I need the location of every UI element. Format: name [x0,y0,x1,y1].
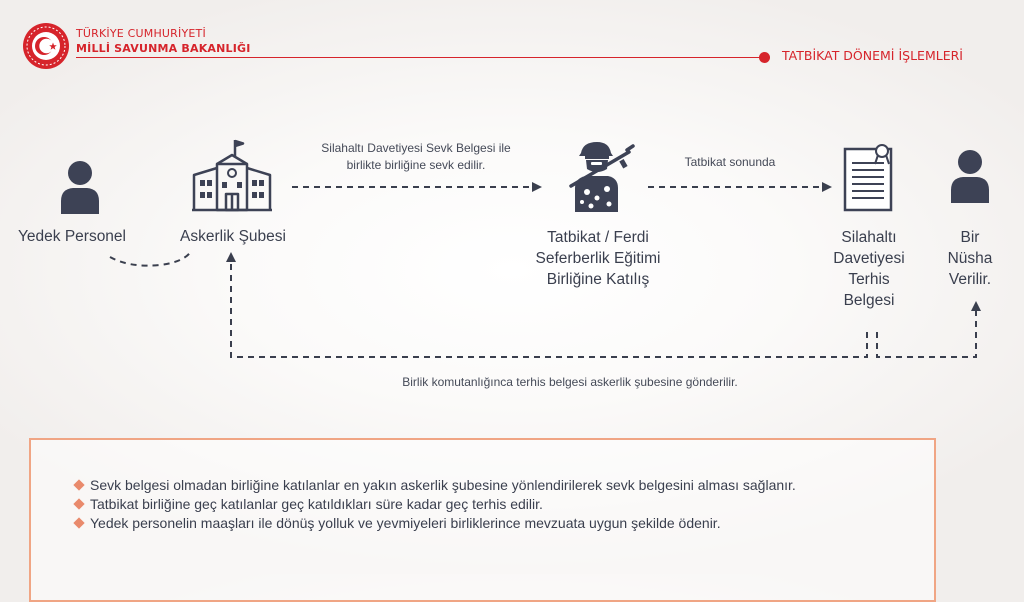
soldier-icon [563,140,635,212]
node-label-bir-nusha [930,227,1010,290]
connector-personel-to-sube [110,250,192,266]
edge-note-sevk [296,140,536,174]
info-item [75,476,796,495]
info-list [75,476,796,533]
edge-note-terhis-gonderilir: Birlik komutanlığınca terhis belgesi askerlik şubesine gönderilir. [402,375,738,389]
person-icon [58,158,102,214]
document-icon [841,140,897,212]
diamond-bullet-icon [73,498,84,509]
info-box [29,438,936,602]
arrow-terhis-to-nusha [877,303,976,357]
diamond-bullet-icon [73,479,84,490]
brand-line-ministry: MİLLİ SAVUNMA BAKANLIĞI [76,42,251,55]
node-label-terhis-line: Terhis [848,271,890,288]
node-label-terhis-line: Davetiyesi [833,250,905,267]
brand-line-country: TÜRKİYE CUMHURİYETİ [76,27,206,40]
info-item-text: Sevk belgesi olmadan birliğine katılanlar en yakın askerlik şubesine yönlendirilerek sevk belgesini alması sağlanır. [90,477,796,493]
person-icon [948,147,992,203]
edge-note-sevk-line: Silahaltı Davetiyesi Sevk Belgesi ile [321,141,511,155]
node-label-terhis-line: Belgesi [843,292,895,309]
node-label-tatbikat-birligi [508,227,688,290]
info-item-text: Tatbikat birliğine geç katılanlar geç katıldıkları süre kadar geç terhis edilir. [90,496,543,512]
node-label-tatbikat-line: Birliğine Katılış [546,271,650,288]
node-label-askerlik-subesi: Askerlik Şubesi [180,228,286,245]
node-label-yedek-personel: Yedek Personel [17,228,126,245]
node-label-tatbikat-line: Tatbikat / Ferdi [547,229,649,246]
node-label-terhis-belgesi [818,227,920,311]
info-item [75,495,796,514]
node-label-tatbikat-line: Seferberlik Eğitimi [535,250,661,267]
node-label-nusha-line: Verilir. [948,271,992,288]
info-item-text: Yedek personelin maaşları ile dönüş yolluk ve yevmiyeleri birliklerince mevzuata uygun şekilde ödenir. [90,515,721,531]
info-item [75,514,796,533]
edge-note-sevk-line: birlikte birliğine sevk edilir. [346,158,486,172]
building-icon [191,138,273,212]
node-label-terhis-line: Silahaltı [841,229,897,246]
edge-note-tatbikat-sonunda: Tatbikat sonunda [684,155,776,169]
page-title: TATBİKAT DÖNEMİ İŞLEMLERİ [782,48,963,63]
node-label-nusha-line: Nüsha [947,250,993,267]
diamond-bullet-icon [73,517,84,528]
node-label-nusha-line: Bir [960,229,980,246]
